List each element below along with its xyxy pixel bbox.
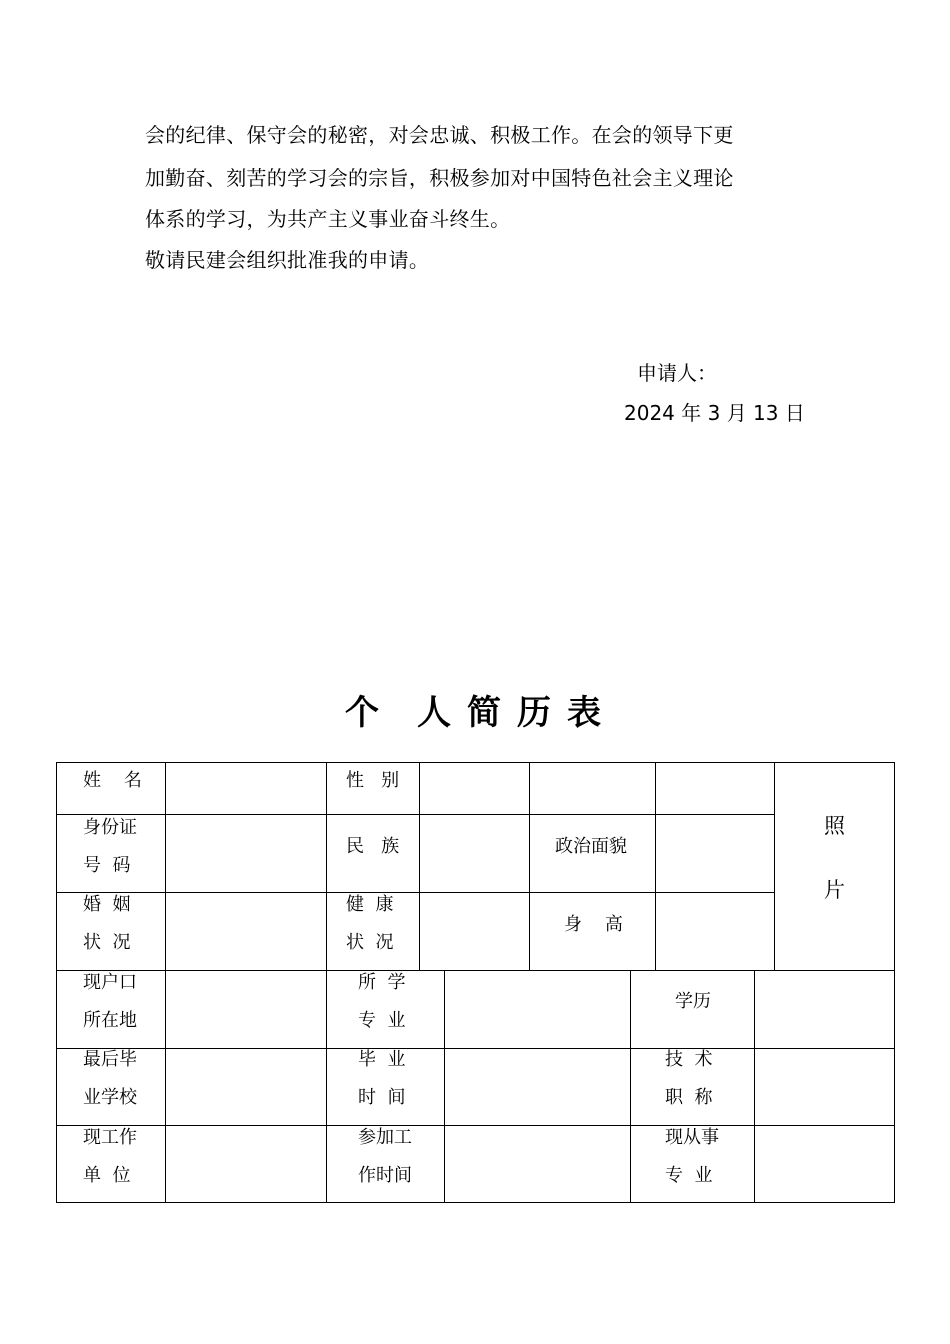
graduation-time-field[interactable] [445,1049,630,1125]
label-height: 身 高 [564,914,623,935]
height-field[interactable] [656,893,774,970]
political-status-field[interactable] [656,815,774,892]
table-rule [529,762,530,970]
label-id-number-line1: 身份证 [83,817,137,838]
photo-slot[interactable] [776,763,894,970]
label-political-status: 政治面貌 [555,836,627,857]
work-unit-field[interactable] [166,1126,326,1202]
label-hukou-line2: 所在地 [83,1010,137,1031]
technical-title-field[interactable] [755,1049,894,1125]
work-start-field[interactable] [445,1126,630,1202]
table-border-right [894,762,895,1203]
letter-line-1: 会的纪律、保守会的秘密，对会忠诚、积极工作。在会的领导下更 [145,123,734,147]
photo-label-char-2: 片 [824,878,845,902]
label-work-unit-line1: 现工作 [83,1127,137,1148]
id-number-field[interactable] [166,815,326,892]
label-major-line2: 专 业 [358,1010,406,1031]
major-field[interactable] [445,971,630,1048]
marital-status-field[interactable] [166,893,326,970]
letter-line-4: 敬请民建会组织批准我的申请。 [145,248,430,272]
label-specialty-line1: 现从事 [665,1127,719,1148]
label-marital-line1: 婚 姻 [83,894,131,915]
label-id-number-line2: 号 码 [83,855,131,876]
hukou-field[interactable] [166,971,326,1048]
label-ethnicity: 民 族 [346,836,400,857]
label-tech-title-line2: 职 称 [665,1087,713,1108]
label-specialty-line2: 专 业 [665,1165,713,1186]
table-border-left [56,762,57,1203]
title-char: 简 [467,693,505,733]
title-char: 人 [417,693,455,733]
table-border-bottom [56,1202,895,1203]
table-rule [630,970,631,1203]
graduated-school-field[interactable] [166,1049,326,1125]
letter-line-3: 体系的学习，为共产主义事业奋斗终生。 [145,207,511,231]
label-work-start-line2: 作时间 [358,1165,412,1186]
label-hukou-line1: 现户口 [83,972,137,993]
education-field[interactable] [755,971,894,1048]
applicant-label: 申请人： [637,361,717,385]
label-school-line1: 最后毕 [83,1049,137,1070]
label-health-line2: 状 况 [346,932,394,953]
label-health-line1: 健 康 [346,894,394,915]
current-specialty-field[interactable] [755,1126,894,1202]
title-char: 个 [345,693,383,733]
label-grad-time-line1: 毕 业 [358,1049,406,1070]
letter-line-2: 加勤奋、刻苦的学习会的宗旨，积极参加对中国特色社会主义理论 [145,166,734,190]
title-char: 历 [517,693,555,733]
label-work-start-line1: 参加工 [358,1127,412,1148]
label-tech-title-line1: 技 术 [665,1049,713,1070]
label-education: 学历 [675,991,711,1012]
label-work-unit-line2: 单 位 [83,1165,131,1186]
ethnicity-field[interactable] [420,815,529,892]
health-field[interactable] [420,893,529,970]
label-gender: 性 别 [346,770,400,791]
title-char: 表 [567,693,605,733]
table-rule [326,762,327,1203]
label-marital-line2: 状 况 [83,932,131,953]
label-school-line2: 业学校 [83,1087,137,1108]
table-rule [774,762,775,970]
label-name: 姓 名 [83,770,142,791]
photo-label-char-1: 照 [824,814,845,838]
label-major-line1: 所 学 [358,972,406,993]
form-title [0,690,950,736]
application-date: 2024 年 3 月 13 日 [624,401,805,425]
gender-field[interactable] [420,763,529,814]
label-grad-time-line2: 时 间 [358,1087,406,1108]
name-field[interactable] [166,763,326,814]
